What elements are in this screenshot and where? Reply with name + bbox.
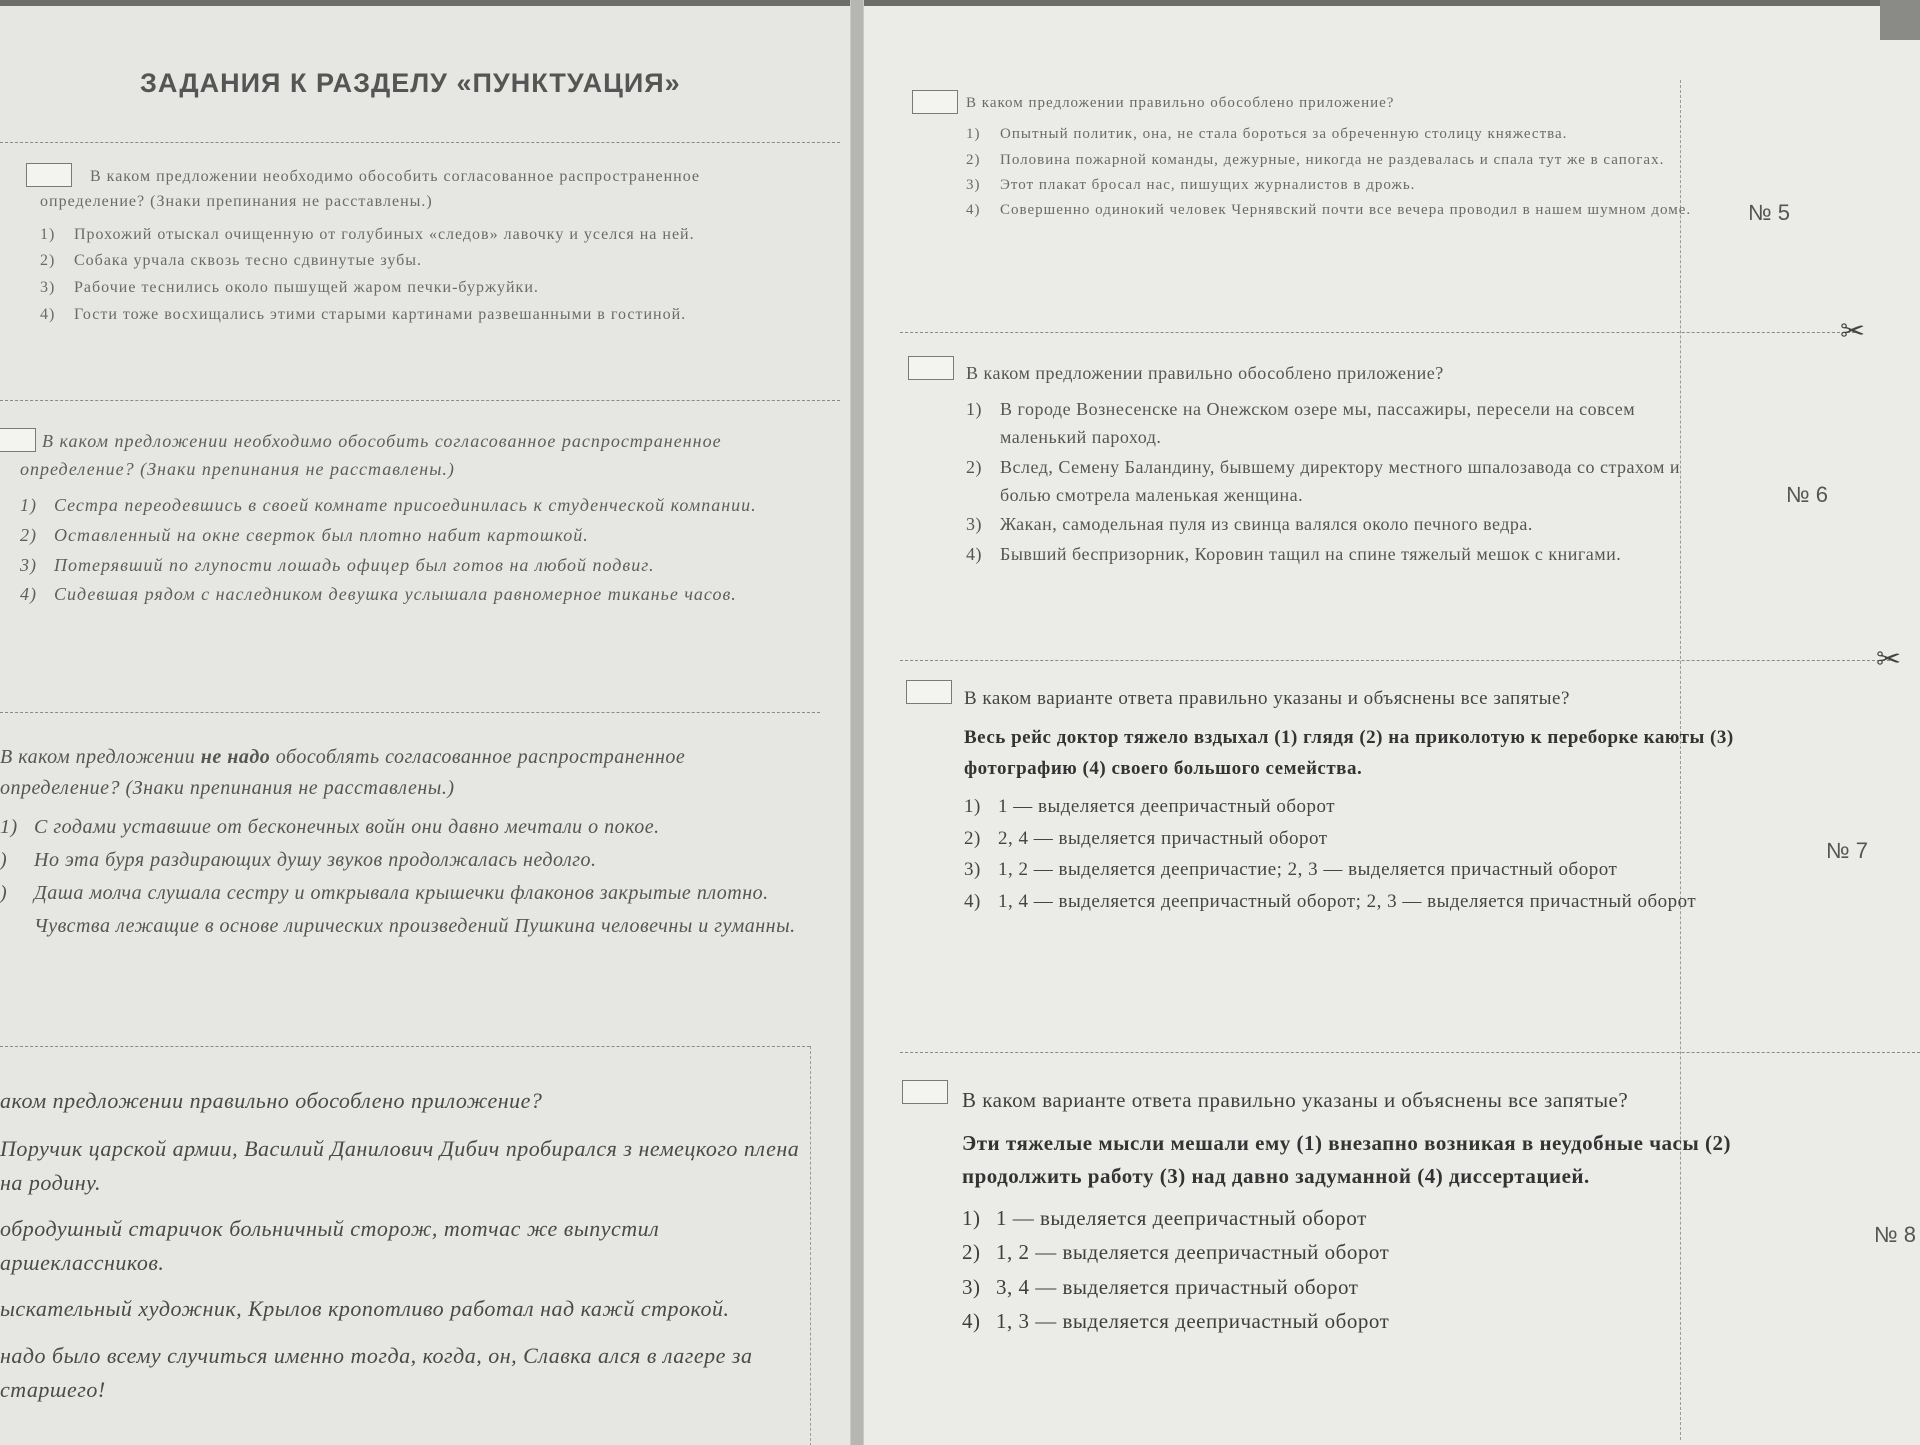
options-list	[964, 792, 1744, 916]
option: ыскательный художник, Крылов кропотливо работал над кажй строкой.	[0, 1296, 730, 1322]
option: 4) Бывший беспризорник, Коровин тащил на спине тяжелый мешок с книгами.	[966, 544, 1622, 565]
cut-line	[900, 660, 1890, 661]
task-question: В каком предложении не надо обособлять согласованное распространенное определение? (Знаки препинания не расставлены.)	[0, 746, 686, 799]
vertical-cut-line	[810, 1046, 811, 1445]
option: 4) 1, 3 — выделяется деепричастный оборот	[962, 1309, 1390, 1334]
book-gutter	[851, 0, 863, 1445]
options-list	[962, 1202, 1792, 1338]
options-list	[0, 812, 810, 942]
option: ) Даша молча слушала сестру и открывала крышечки флаконов закрытые плотно.	[0, 882, 769, 904]
cut-line	[900, 1052, 1920, 1053]
task-question: В каком предложении необходимо обособить согласованное распространенное определение? (Знаки препинания не расставлены.)	[20, 431, 722, 479]
task-sentence: Эти тяжелые мысли мешали ему (1) внезапно возникая в неудобные часы (2) продолжить работу (3) над давно задуманной (4) диссертацией.	[962, 1130, 1732, 1189]
task-number-6: № 6	[1786, 482, 1828, 507]
task-6	[966, 360, 1716, 571]
option: 1) С годами уставшие от бесконечных войн они давно мечтали о покое.	[0, 816, 660, 838]
task-sentence: Весь рейс доктор тяжело вздыхал (1) глядя (2) на приколотую к переборке каюты (3) фотографию (4) своего большого семейства.	[964, 727, 1734, 779]
option: обродушный старичок больничный сторож, тотчас же выпустил аршеклассников.	[0, 1216, 660, 1276]
scissors-icon: ✂	[1840, 314, 1866, 349]
answer-box[interactable]	[912, 90, 958, 114]
option: 3) Этот плакат бросал нас, пишущих журналистов в дрожь.	[966, 176, 1416, 193]
task-2	[20, 428, 810, 611]
task-7	[964, 684, 1744, 918]
task-5	[966, 92, 1696, 224]
task-question: В каком варианте ответа правильно указаны и объяснены все запятые?	[962, 1088, 1629, 1112]
option: Поручик царской армии, Василий Данилович Дибич пробирался з немецкого плена на родину.	[0, 1136, 800, 1196]
option: 1) Прохожий отыскал очищенную от голубиных «следов» лавочку и уселся на ней.	[40, 225, 695, 243]
option: 2) Вслед, Семену Баландину, бывшему директору местного шпалозавода со страхом и болью смотрела маленькая женщина.	[966, 456, 1681, 505]
cut-line	[0, 142, 840, 143]
option: 2) Собака урчала сквозь тесно сдвинутые зубы.	[40, 252, 423, 270]
scissors-icon: ✂	[1876, 642, 1902, 677]
task-question: В каком предложении правильно обособлено приложение?	[966, 363, 1444, 383]
option: 2) Оставленный на окне сверток был плотно набит картошкой.	[20, 524, 589, 545]
task-4	[0, 1084, 800, 1419]
section-title: ЗАДАНИЯ К РАЗДЕЛУ «ПУНКТУАЦИЯ»	[140, 68, 681, 98]
task-3	[0, 742, 810, 944]
option: 3) Жакан, самодельная пуля из свинца валялся около печного ведра.	[966, 514, 1533, 535]
task-question: В каком варианте ответа правильно указаны и объяснены все запятые?	[964, 688, 1570, 709]
page-corner-shadow	[1880, 0, 1920, 40]
emphasis-not: не надо	[200, 746, 271, 768]
left-page	[0, 0, 850, 1445]
option: 3) 3, 4 — выделяется причастный оборот	[962, 1274, 1359, 1299]
options-list	[0, 1132, 800, 1407]
option: 4) Гости тоже восхищались этими старыми картинами развешанными в гостиной.	[40, 305, 687, 323]
options-list	[40, 223, 800, 328]
option: Чувства лежащие в основе лирических произведений Пушкина человечны и гуманны.	[34, 915, 796, 937]
cut-line	[0, 712, 820, 713]
option: 1) В городе Вознесенске на Онежском озере мы, пассажиры, пересели на совсем маленький пароход.	[966, 398, 1636, 447]
page-top-edge	[864, 0, 1920, 6]
option: ) Но эта буря раздирающих душу звуков продолжалась недолго.	[0, 849, 597, 871]
option: надо было всему случиться именно тогда, когда, он, Славка ался в лагере за старшего!	[0, 1342, 753, 1402]
task-question: аком предложении правильно обособлено приложение?	[0, 1088, 543, 1113]
option: 1) 1 — выделяется деепричастный оборот	[962, 1205, 1367, 1230]
cut-line	[0, 400, 840, 401]
task-number-5: № 5	[1748, 200, 1790, 225]
option: 2) 1, 2 — выделяется деепричастный оборот	[962, 1240, 1390, 1265]
option: 3) Потерявший по глупости лошадь офицер был готов на любой подвиг.	[20, 554, 655, 575]
options-list	[966, 123, 1696, 222]
page-top-edge	[0, 0, 850, 6]
option: 4) Совершенно одинокий человек Чернявский почти все вечера проводил в нашем шумном доме.	[966, 202, 1692, 218]
task-number-8: № 8	[1874, 1222, 1916, 1247]
task-question: В каком предложении правильно обособлено приложение?	[966, 95, 1395, 111]
option: 4) 1, 4 — выделяется деепричастный оборот; 2, 3 — выделяется причастный оборот	[964, 890, 1697, 912]
option: 1) Опытный политик, она, не стала бороться за обреченную столицу княжества.	[966, 126, 1568, 143]
answer-box[interactable]	[906, 680, 952, 704]
option: 1) Сестра переодевшись в своей комнате присоединилась к студенческой компании.	[20, 494, 757, 515]
task-question: В каком предложении необходимо обособить согласованное распространенное определение? (Знаки препинания не расставлены.)	[40, 168, 701, 210]
task-1	[40, 165, 800, 330]
option: 2) 2, 4 — выделяется причастный оборот	[964, 827, 1328, 849]
task-number-7: № 7	[1826, 838, 1868, 863]
options-list	[966, 396, 1716, 569]
cut-line	[0, 1046, 810, 1047]
task-8	[962, 1084, 1792, 1340]
answer-box[interactable]	[908, 356, 954, 380]
cut-line	[900, 332, 1860, 333]
option: 4) Сидевшая рядом с наследником девушка услышала равномерное тиканье часов.	[20, 584, 737, 605]
option: 1) 1 — выделяется деепричастный оборот	[964, 796, 1336, 818]
answer-box[interactable]	[902, 1080, 948, 1104]
option: 2) Половина пожарной команды, дежурные, никогда не раздевалась и спала тут же в сапогах.	[966, 151, 1665, 168]
option: 3) 1, 2 — выделяется деепричастие; 2, 3 — выделяется причастный оборот	[964, 859, 1618, 881]
options-list	[20, 492, 810, 610]
option: 3) Рабочие теснились около пышущей жаром печки-буржуйки.	[40, 279, 539, 297]
